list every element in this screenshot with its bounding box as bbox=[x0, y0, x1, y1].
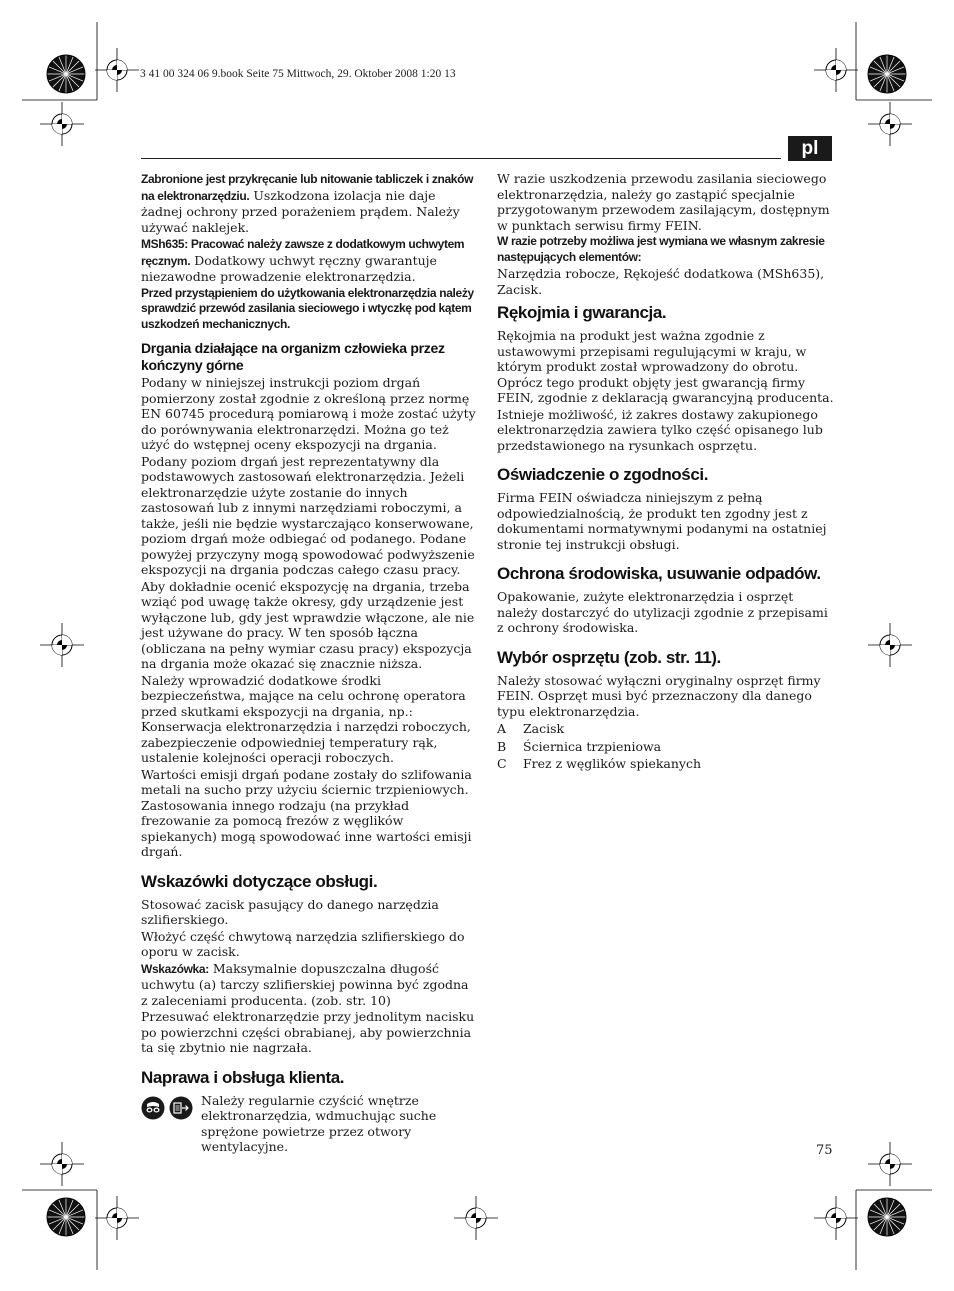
environment-paragraph: Opakowanie, zużyte elektronarzędzia i osprzęt należy dostarczyć do utylizacji zgodnie z przepisami z ochrony środowiska. bbox=[497, 589, 828, 635]
print-header: 3 41 00 324 06 9.book Seite 75 Mittwoch, 29. Oktober 2008 1:20 13 bbox=[140, 68, 456, 80]
left-column bbox=[141, 171, 479, 1156]
environment-heading: Ochrona środowiska, usuwanie odpadów. bbox=[497, 564, 821, 583]
replaceable-parts-list: Narzędzia robocze, Rękojeść dodatkowa (MSh635), Zacisk. bbox=[497, 266, 825, 297]
header-rule bbox=[141, 158, 781, 159]
body-text: Maksymalnie dopuszczalna długość uchwytu (a) tarczy szlifierskiej powinna być zgodna z zaleceniami producenta. (zob. str. 10) bbox=[141, 960, 469, 1008]
bold-text: Zabronione jest przykręcanie lub nitowanie tabliczek i znaków na elektronarzędziu. bbox=[141, 172, 474, 203]
compressed-air-icon bbox=[169, 1096, 193, 1120]
accessory-item bbox=[497, 721, 835, 737]
language-tab: pl bbox=[788, 136, 832, 161]
bold-text: MSh635: Pracować należy zawsze z dodatkowym uchwytem ręcznym. bbox=[141, 237, 465, 268]
vibration-paragraph-4: Należy wprowadzić dodatkowe środki bezpieczeństwa, mające na celu ochronę operatora przed skutkami ekspozycji na drgania, np.: Konserwacja elektronarzędzia i narzędzi roboczych, zabezpieczenie odpowiedniej temperatury rąk, ustalenie kolejności operacji roboczych. bbox=[141, 672, 471, 765]
paragraph-cable-check: Przed przystąpieniem do użytkowania elektronarzędzia należy sprawdzić przewód zasilania sieciowego i wtyczkę pod kątem uszkodzeń mechanicznych. bbox=[141, 285, 474, 331]
accessory-key: C bbox=[497, 756, 507, 771]
accessory-label: Ściernica trzpieniowa bbox=[523, 738, 662, 754]
body-text: Uszkodzona izolacja nie daje żadnej ochrony przed porażeniem prądem. Należy używać naklejek. bbox=[141, 187, 460, 235]
service-icons bbox=[141, 1093, 193, 1156]
accessory-label: Frez z węglików spiekanych bbox=[523, 756, 702, 771]
service-paragraph-1: Należy regularnie czyścić wnętrze elektronarzędzia, wdmuchując suche sprężone powietrze przez otwory wentylacyjne. bbox=[201, 1092, 437, 1154]
accessory-key: A bbox=[497, 721, 507, 736]
accessory-label: Zacisk bbox=[523, 721, 565, 736]
paragraph-aux-handle bbox=[141, 236, 479, 285]
cable-replacement-paragraph: W razie uszkodzenia przewodu zasilania sieciowego elektronarzędzia, należy go zastąpić specjalnie przygotowanym przewodem zasilającym, dostępnym w punktach serwisu firmy FEIN. bbox=[497, 171, 830, 233]
conformity-heading: Oświadczenie o zgodności. bbox=[497, 465, 709, 484]
accessory-key: B bbox=[497, 738, 507, 754]
vibration-paragraph-5: Wartości emisji drgań podane zostały do szlifowania metali na sucho przy użyciu ściernic trzpieniowych. Zastosowania innego rodzaju (na przykład frezowanie za pomocą frezów z węglików spiekanych) mogą spowodować inne wartości emisji drgań. bbox=[141, 766, 472, 859]
ops-paragraph-4: Przesuwać elektronarzędzie przy jednolitym nacisku po powierzchni części obrabianej, aby powierzchnia ta się zbytnio nie nagrzała. bbox=[141, 1009, 475, 1055]
safety-goggles-icon bbox=[141, 1096, 165, 1120]
operating-instructions-heading: Wskazówki dotyczące obsługi. bbox=[141, 871, 378, 891]
page-number: 75 bbox=[816, 1143, 833, 1158]
accessories-heading: Wybór osprzętu (zob. str. 11). bbox=[497, 647, 721, 667]
accessory-item bbox=[497, 756, 835, 772]
accessory-item bbox=[497, 739, 835, 755]
accessories-paragraph: Należy stosować wyłączni oryginalny osprzęt firmy FEIN. Osprzęt musi być przeznaczony dla danego typu elektronarzędzia. bbox=[497, 672, 821, 719]
service-block bbox=[141, 1093, 479, 1156]
ops-paragraph-1: Stosować zacisk pasujący do danego narzędzia szlifierskiego. bbox=[141, 896, 439, 927]
warranty-paragraph-2: Istnieje możliwość, iż zakres dostawy zakupionego elektronarzędzia zawiera tylko część opisanego lub przedstawionego na rysunkach osprzętu. bbox=[497, 406, 823, 453]
vibration-paragraph-2: Podany poziom drgań jest reprezentatywny dla podstawowych zastosowań elektronarzędzia. Jeżeli elektronarzędzie użyte zostanie do innych zastosowań lub z innymi narzędziami roboczymi, a także, jeśli nie będzie wystarczająco konserwowane, poziom drgań może odbiegać od podanego. Podane powyżej przyczyny mogą spowodować podwyższenie ekspozycji na drgania podczas całego czasu pracy. bbox=[141, 453, 475, 577]
right-column bbox=[497, 171, 835, 772]
ops-paragraph-2: Włożyć część chwytową narzędzia szlifierskiego do oporu w zacisk. bbox=[141, 928, 465, 959]
note-label: Wskazówka: bbox=[141, 961, 209, 976]
service-heading: Naprawa i obsługa klienta. bbox=[141, 1067, 345, 1087]
ops-paragraph-3 bbox=[141, 961, 479, 1009]
vibration-heading: Drgania działające na organizm człowieka przez kończyny górne bbox=[141, 340, 445, 373]
paragraph-nameplate bbox=[141, 171, 479, 235]
warranty-heading: Rękojmia i gwarancja. bbox=[497, 303, 667, 322]
replaceable-parts-label: W razie potrzeby możliwa jest wymiana we własnym zakresie następujących elementów: bbox=[497, 234, 825, 264]
vibration-paragraph-3: Aby dokładnie ocenić ekspozycję na drgania, trzeba wziąć pod uwagę także okresy, gdy urządzenie jest wyłączone lub, gdy jest wprawdzie włączone, ale nie jest używane do pracy. W ten sposób łączna (obliczana na pełny wymiar czasu pracy) ekspozycja na drgania może okazać się znacznie niższa. bbox=[141, 578, 475, 671]
vibration-paragraph-1: Podany w niniejszej instrukcji poziom drgań pomierzony został zgodnie z określoną przez normę EN 60745 procedurą pomiarową i może zostać użyty do porównywania elektronarzędzi. Można go też użyć do wstępnej oceny ekspozycji na drgania. bbox=[141, 375, 476, 452]
conformity-paragraph: Firma FEIN oświadcza niniejszym z pełną odpowiedzialnością, że produkt ten zgodny jest z dokumentami normatywnymi podanymi na ostatniej stronie tej instrukcji obsługi. bbox=[497, 490, 827, 552]
body-text: Dodatkowy uchwyt ręczny gwarantuje niezawodne prowadzenie elektronarzędzia. bbox=[141, 252, 437, 284]
warranty-paragraph-1: Rękojmia na produkt jest ważna zgodnie z ustawowymi przepisami regulującymi w kraju, w którym produkt został wprowadzony do obrotu. Oprócz tego produkt objęty jest gwarancją firmy FEIN, zgodnie z deklaracją gwarancyjną producenta. bbox=[497, 328, 834, 405]
